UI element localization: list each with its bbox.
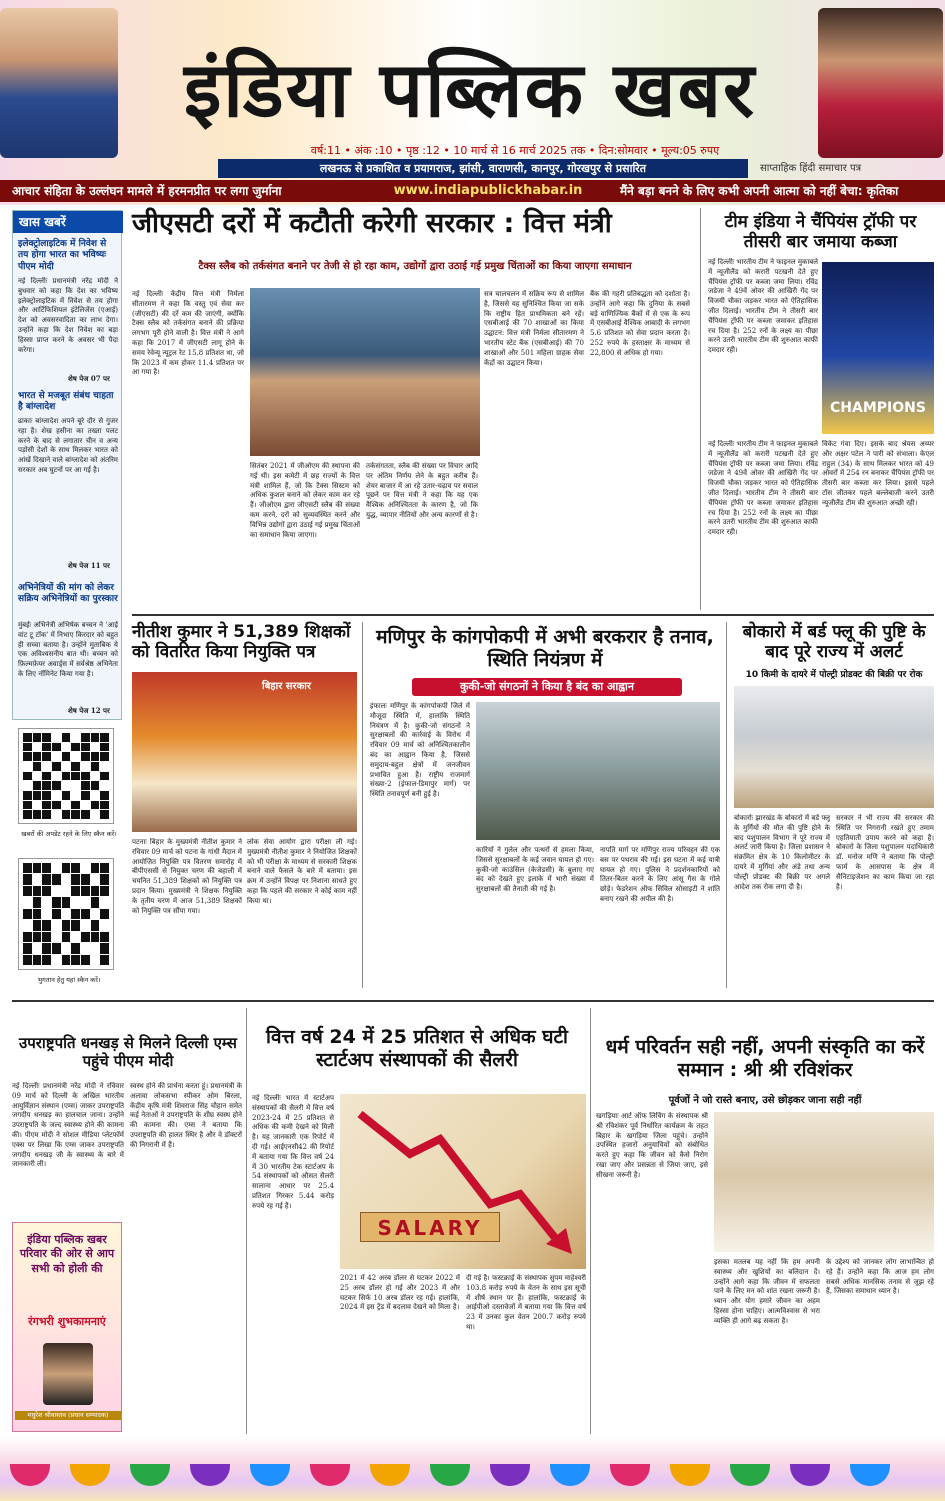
sidebar-item-text: मुंबईः अभिनेत्री अभिषेक बच्चन ने 'आई वांट टू टॉक' में निभाए किरदार को बहुत ही सच्चा बताया है। उन्होंने मुताबिक ये एक अविश्वसनीय बात थी। बच्चन को फ़िल्मफ़ेयर अवार्ड्स में सर्वश्रेष्ठ अभिनेता के लिए नॉमिनेट किया गया है। xyxy=(18,621,118,678)
cricket-text: विकेट गंवा दिए। इसके बाद श्रेयस अय्यर और अक्षर पटेल ने पारी को संभाला। केएल राहुल (34) के साथ मिलकर भारत को 49 ओवरों में 254 रन बनाकर चैंपियंस ट्रॉफी पर तीसरी बार कब्जा कर लिया। इससे पहले टॉस जीतकर पहले बल्लेबाजी करने उतरी न्यूजीलैंड टीम की शुरुआत अच्छी रही। xyxy=(822,440,934,507)
startup-text: नई दिल्लीः भारत में स्टार्टअप संस्थापकों की सैलरी में वित्त वर्ष 2023-24 में 25 प्रतिशत से अधिक की कमी देखने को मिली है। यह जानकारी एक रिपोर्ट में दी गई। आईएनसी42 की रिपोर्ट में बताया गया कि वित्त वर्ष 24 में 30 भारतीय टेक स्टार्टअप के 54 संस्थापकों को औसत सैलरी सालाना आधार पर 25.4 प्रतिशत गिरकर 5.44 करोड़ रुपये रह गई है। xyxy=(252,1094,334,1210)
cricket-text: नई दिल्लीः भारतीय टीम ने फाइनल मुकाबले में न्यूजीलैंड को करारी पटखनी देते हुए चैंपियंस ट्रॉफी पर कब्जा जमा लिया। रविंद्र जडेजा ने 49वें ओवर की आखिरी गेंद पर विजयी चौका जड़कर भारत को ऐतिहासिक जीत दिलाई। भारतीय टीम ने तीसरी बार चैंपियंस ट्रॉफी पर कब्जा जमाकर इतिहास रच दिया है। 252 रनों के लक्ष्य का पीछा करने उतरी भारतीय टीम की शुरुआत काफी दमदार रही। xyxy=(708,440,818,537)
continue-label: शेष पेज 07 पर xyxy=(68,374,110,383)
finance-minister-photo xyxy=(250,288,480,456)
bokaro-subhead: 10 किमी के दायरे में पोल्ट्री प्रोडक्ट की बिक्री पर रोक xyxy=(745,670,923,680)
manipur-text: इंफालः मणिपुर के कांगपोकपी जिले में मौजूदा स्थिति में, हालांकि स्थिति नियंत्रण में है। कुकी-जो संगठनों ने सुरक्षाबलों की कार्रवाई के विरोध में रविवार 09 मार्च को अनिश्चितकालीन बंद का आह्वान किया है, जिससे समुदाय-बहुल क्षेत्रों में जनजीवन प्रभावित हुआ है। राष्ट्रीय राजमार्ग संख्या-2 (इंफाल-डिमापुर मार्ग) पर स्थिति तनावपूर्ण बनी हुई है। xyxy=(370,702,470,799)
nitish-headline[interactable]: नीतीश कुमार ने 51,389 शिक्षकों को वितरित किया नियुक्ति पत्र xyxy=(132,622,351,663)
actress-photo xyxy=(818,8,943,158)
cricket-text: नई दिल्लीः भारतीय टीम ने फाइनल मुकाबले में न्यूजीलैंड को करारी पटखनी देते हुए चैंपियंस ट्रॉफी पर कब्जा जमा लिया। रविंद्र जडेजा ने 49वें ओवर की आखिरी गेंद पर विजयी चौका जड़कर भारत को ऐतिहासिक जीत दिलाई। भारतीय टीम ने तीसरी बार चैंपियंस ट्रॉफी पर कब्जा जमाकर इतिहास रच दिया है। 252 रनों के लक्ष्य का पीछा करने उतरी भारतीय टीम की शुरुआत काफी दमदार रही। xyxy=(708,258,818,355)
salary-block-label: SALARY xyxy=(360,1212,500,1242)
column-rule xyxy=(362,622,363,988)
sidebar-item-text: ढाकाः बांग्लादेश अपने बूरे दौर से गुजर रहा है। शेख हसीना का तख्ता पलट करने के बाद से लगातार चीन व अन्य पड़ोसी देशों के साथ मिलकर भारत को आंखें दिखाने वाले बांग्लादेश को अंतरिम सरकार अब घुटनों पर आ गई है। xyxy=(18,417,118,474)
ravishankar-subhead: पूर्वजों ने जो रास्ते बनाए, उसे छोड़कर जाना सही नहीं xyxy=(668,1095,862,1106)
lead-headline[interactable]: जीएसटी दरों में कटौती करेगी सरकार : वित्त मंत्री xyxy=(132,208,612,239)
color-bowl-icon xyxy=(550,1464,590,1486)
photo-banner-label: बिहार सरकार xyxy=(262,681,311,692)
color-bowl-icon xyxy=(70,1464,110,1486)
weekly-label: साप्ताहिक हिंदी समाचार पत्र xyxy=(760,163,862,174)
lead-paragraph: सितंबर 2021 में जीओएम की स्थापना की गई थी। इस कमेटी में छह राज्यों के वित्त मंत्री शामिल हैं, जो कि टैक्स सिस्टम को अधिक कुशल बनाने को लेकर काम कर रहे हैं। जीओएम द्वारा जीएसटी स्लैब की संख्या कम करने, दरों को सुव्यवस्थित करने और विभिन्न उद्योगों द्वारा उठाई गई प्रमुख चिंताओं का समाधान किया जाएगा। xyxy=(250,462,360,539)
dhankhar-text: स्वस्थ होने की प्रार्थना करता हूं। प्रधानमंत्री के अलावा लोकसभा स्पीकर ओम बिरला, केंद्रीय कृषि मंत्री शिवराज सिंह चौहान समेत कई नेताओं ने उपराष्ट्रपति के शीघ्र स्वस्थ होने की कामना की। एम्स ने बताया कि उपराष्ट्रपति की हालत स्थिर है और वे डॉक्टरों की निगरानी में हैं। xyxy=(130,1082,242,1149)
color-bowl-icon xyxy=(370,1464,410,1486)
cricket-headline[interactable]: टीम इंडिया ने चैंपियंस ट्रॉफी पर तीसरी बार जमाया कब्जा xyxy=(724,212,917,253)
color-bowl-icon xyxy=(850,1464,890,1486)
column-rule xyxy=(246,1008,247,1434)
sidebar-item-text: नई दिल्लीः प्रधानमंत्री नरेंद्र मोदी ने बुधवार को कहा कि देश का भविष्य इलेक्ट्रोलाइटिक में निवेश से तय होगा और आर्टिफिशियल इंटेलिजेंस (एआई) देश को अवसरवादिता का लाभ देगा। उन्होंने कहा कि देश निवेश का बड़ा हिस्सा प्राप्त करने के अवसर भी पैदा करेगा। xyxy=(18,277,118,354)
continue-label: शेष पेज 12 पर xyxy=(68,706,110,715)
poultry-photo xyxy=(734,686,934,808)
color-bowl-icon xyxy=(670,1464,710,1486)
qr-code-updates[interactable] xyxy=(18,728,114,824)
color-bowl-icon xyxy=(250,1464,290,1486)
color-bowl-icon xyxy=(790,1464,830,1486)
lead-subhead: टैक्स स्लैब को तर्कसंगत बनाने पर तेजी से हो रहा काम, उद्योगों द्वारा उठाई गई प्रमुख चिंताओं का किया जाएगा समाधान xyxy=(198,261,632,272)
newspaper-title: इंडिया पब्लिक खबर xyxy=(183,45,757,134)
lead-paragraph: नई दिल्लीः केंद्रीय वित्त मंत्री निर्मला सीतारमण ने कहा कि वस्तु एवं सेवा कर (जीएसटी) की दरें कम की जाएंगी, क्योंकि टैक्स स्लैब को तर्कसंगत बनाने की प्रक्रिया लगभग पूरी होने वाली है। वित्त मंत्री ने आगे कहा कि 2017 में जीएसटी लागू होने के समय रेवेन्यू न्यूट्रल रेट 15.8 प्रतिशत था, जो कि 2023 में कम होकर 11.4 प्रतिशत पर आ गया है। xyxy=(132,290,244,377)
editions-bar: लखनऊ से प्रकाशित व प्रयागराज, झांसी, वाराणसी, कानपुर, गोरखपुर से प्रसारित xyxy=(218,159,748,178)
salary-photo xyxy=(340,1094,586,1269)
section-divider xyxy=(132,614,934,616)
website-url[interactable]: www.indiapublickhabar.in xyxy=(393,183,583,198)
ravishankar-photo xyxy=(714,1112,934,1252)
ravishankar-text: इसका मतलब यह नहीं कि हम अपनी स्वास्थ्य और खुशियों का बलिदान दें। उन्होंने आगे कहा कि जीवन में सफलता पाने के लिए मन को शांत रखना जरूरी है। ध्यान और योग हमारे जीवन का अहम हिस्सा होना चाहिए। आत्मविश्वास से भरा व्यक्ति ही आगे बढ़ सकता है। xyxy=(714,1258,820,1325)
holi-card-title: इंडिया पब्लिक खबर परिवार की ओर से आप सभी को होली की xyxy=(19,1233,115,1275)
color-bowl-icon xyxy=(430,1464,470,1486)
manipur-banner: कुकी-जो संगठनों ने किया है बंद का आह्वान xyxy=(412,678,682,696)
color-bowl-icon xyxy=(490,1464,530,1486)
editor-photo xyxy=(43,1343,93,1405)
sidebar-item-title[interactable]: भारत से मजबूत संबंध चाहता है बांग्लादेश xyxy=(18,391,114,413)
bokaro-text: सरकार ने भी राज्य की सरकार की स्थिति पर निगरानी रखते हुए तमाम एहतियाती उपाय करने को कहा है। बोकारो के जिला पशुपालन पदाधिकारी डॉ. मनोज मणि ने बताया कि पोल्ट्री फार्म के आसपास के क्षेत्र में सैनिटाइजेशन का काम किया जा रहा है। xyxy=(836,814,934,891)
column-rule xyxy=(590,1008,591,1434)
manipur-headline[interactable]: मणिपुर के कांगपोकपी में अभी बरकरार है तनाव, स्थिति नियंत्रण में xyxy=(376,626,714,671)
qr-code-payment[interactable] xyxy=(18,858,114,970)
startup-headline[interactable]: वित्त वर्ष 24 में 25 प्रतिशत से अधिक घटी स्टार्टअप संस्थापकों की सैलरी xyxy=(266,1026,568,1071)
section-divider xyxy=(12,1000,934,1002)
column-rule xyxy=(726,622,727,988)
ticker-left-headline[interactable]: आचार संहिता के उल्लंघन मामले में हरमनप्रीत पर लगा जुर्माना xyxy=(12,184,282,198)
nitish-text: लोक सेवा आयोग द्वारा परीक्षा ली गई। मुख्यमंत्री नीतीश कुमार ने नियोजित शिक्षकों को भी परीक्षा के माध्यम से सरकारी शिक्षक बनाने वाले फैसले के बारे में बताया। इस क्रम में उन्होंने विपक्ष पर निशाना साधते हुए कहा कि पहले की सरकार ने कोई काम नहीं किया था। xyxy=(247,838,357,905)
masthead xyxy=(0,0,945,205)
ravishankar-headline[interactable]: धर्म परिवर्तन सही नहीं, अपनी संस्कृति का करें सम्मान : श्री श्री रविशंकर xyxy=(605,1036,925,1081)
champions-label: CHAMPIONS xyxy=(830,400,926,416)
ticker-right-headline[interactable]: मैंने बड़ा बनने के लिए कभी अपनी आत्मा को नहीं बेचा: कृतिका xyxy=(620,184,899,198)
manipur-text: कारियों ने गुलेल और पत्थरों से हमला किया, जिससे सुरक्षाबलों के कई जवान घायल हो गए। कुकी-जो काउंसिल (केजेडसी) के बुलाए गए बंद को देखते हुए इलाके में भारी संख्या में सुरक्षाबलों की तैनाती की गई है। xyxy=(476,846,594,894)
lead-paragraph: तर्कसंगतता, स्लैब की संख्या पर विचार आदि पर अंतिम निर्णय लेने के बहुत करीब हैं। शेयर बाजार में आ रहे उतार-चढ़ाव पर सवाल पूछने पर वित्त मंत्री ने कहा कि यह एक वैश्विक अनिश्चितता के कारण है, जो कि युद्ध, व्यापार नीतियों और अन्य कारणों से है। xyxy=(366,462,478,519)
holi-card-wish: रंगभरी शुभकामनाएं xyxy=(28,1315,106,1328)
color-bowl-icon xyxy=(730,1464,770,1486)
sidebar-item-title[interactable]: इलेक्ट्रोलाइटिक में निवेश से तय होगा भारत का भविष्यः पीएम मोदी xyxy=(18,239,107,272)
color-bowl-icon xyxy=(310,1464,350,1486)
manipur-photo xyxy=(476,702,720,840)
sidebar-khas-khabrein xyxy=(12,210,122,720)
issue-meta: वर्ष:11 • अंक :10 • पृष्ठ :12 • 10 मार्च से 16 मार्च 2025 तक • दिन:सोमवार • मूल्य:05 रुपए xyxy=(310,144,720,157)
ravishankar-text: खगड़ियाः आर्ट ऑफ लिविंग के संस्थापक श्री श्री रविशंकर पूर्व निर्धारित कार्यक्रम के तहत बिहार के खगड़िया जिला पहुंचे। उन्होंने उपस्थित हजारों अनुयायियों को संबोधित करते हुए कहा कि जीवन को कैसे निरोग रखा जाए और प्रसन्नता से जिया जाए, इसे सीखना जरूरी है। xyxy=(596,1112,708,1179)
ravishankar-text: के उद्देश्य को जानकर लोग लाभान्वित हो रहे हैं। उन्होंने कहा कि आज हम लोग सबसे अधिक मानसिक तनाव से जूझ रहे हैं, जिसका समाधान ध्यान है। xyxy=(826,1258,934,1296)
qr-caption: खबरों की अपडेट रहने के लिए स्कैन करें। xyxy=(21,830,117,838)
champions-photo xyxy=(822,262,934,434)
startup-text: 2021 में 42 अरब डॉलर से घटकर 2022 में 25 अरब डॉलर हो गई और 2023 में और घटकर सिर्फ 10 अरब डॉलर रह गई। हालांकि, 2024 में इस ट्रेंड में बदलाव देखने को मिला है। xyxy=(340,1274,460,1312)
cricketer-photo xyxy=(0,8,118,158)
color-bowl-icon xyxy=(10,1464,50,1486)
manipur-text: नापति मार्ग पर मणिपुर राज्य परिवहन की एक बस पर पथराव की गई। इस घटना में कई यात्री घायल हो गए। पुलिस ने प्रदर्शनकारियों को तितर-बितर करने के लिए आंसू गैस के गोले छोड़े। फेडरेशन ऑफ सिविल सोसाइटी ने शांति बनाए रखने की अपील की है। xyxy=(600,846,720,903)
nitish-photo xyxy=(132,672,357,832)
editor-name: मधुरेश श्रीवास्तव (प्रधान सम्पादक) xyxy=(15,1411,121,1420)
color-bowl-icon xyxy=(610,1464,650,1486)
lead-paragraph: सत्र चालचलन में सक्रिय रूप से शामिल है, जिससे यह सुनिश्चित किया जा सके कि राष्ट्रीय हित प्राथमिकता बने रहें। एसबीआई की 70 शाखाओं का किया उद्घाटन: वित्त मंत्री निर्मला सीतारमण ने भारतीय स्टेट बैंक (एसबीआई) की 70 शाखाओं और 501 महिला ग्राहक सेवा केंद्रों का उद्घाटन किया। xyxy=(484,290,584,367)
color-bowl-icon xyxy=(190,1464,230,1486)
holi-greeting-card xyxy=(12,1222,122,1432)
startup-text: दी गई है। फस्टक्राई के संस्थापक सुपम माहेश्वरी 103.8 करोड़ रुपये के वेतन के साथ इस सूची में शीर्ष स्थान पर हैं। हालांकि, फस्टक्राई के आईपीओ दस्तावेजों में बताया गया कि वित्त वर्ष 23 में उनका कुल वेतन 200.7 करोड़ रुपये था। xyxy=(466,1274,586,1331)
column-rule xyxy=(700,208,701,610)
ticker-bar xyxy=(0,180,945,202)
lead-paragraph: बैंक की गहरी प्रतिबद्धता को दर्शाता है। उन्होंने आगे कहा कि दुनिया के सबसे बड़े वाणिज्यिक बैंकों में से एक के रूप में एसबीआई वैश्विक आबादी के लगभग 5.6 प्रतिशत को सेवा प्रदान करता है। 252 रुपये के हस्ताक्षर के माध्यम से 22,800 से अधिक हो गया। xyxy=(590,290,690,357)
holi-colors-footer xyxy=(0,1438,945,1501)
bokaro-text: बोकारोः झारखंड के बोकारो में बर्ड फ्लू के मुर्गियों की मौत की पुष्टि होने के बाद पशुपालन विभाग ने पूरे राज्य में अलर्ट जारी किया है। जिला प्रशासन ने संक्रमित क्षेत्र के 10 किलोमीटर के दायरे में मुर्गियां और अंडे तथा अन्य पोल्ट्री प्रोडक्ट की बिक्री पर अगले आदेश तक रोक लगा दी है। xyxy=(734,814,830,891)
sidebar-heading: खास खबरें xyxy=(13,211,123,233)
nitish-text: पटनाः बिहार के मुख्यमंत्री नीतीश कुमार ने रविवार 09 मार्च को पटना के गांधी मैदान में आयोजित नियुक्ति पत्र वितरण समारोह में बीपीएससी से नियुक्त चरण की बहाली में चयनित 51,389 शिक्षकों को नियुक्ति पत्र प्रदान किया। मुख्यमंत्री ने शिक्षक नियुक्ति के तृतीय चरण में आज 51,389 शिक्षकों को नियुक्ति पत्र सौंपा गया। xyxy=(132,838,242,915)
sidebar-item-title[interactable]: अभिनेत्रियों की मांग को लेकर सक्रिय अभिनेत्रियों का पुरस्कार xyxy=(18,583,118,605)
color-bowl-icon xyxy=(130,1464,170,1486)
qr-caption: भुगतान हेतु यहां स्कैन करें। xyxy=(37,976,101,984)
dhankhar-text: नई दिल्लीः प्रधानमंत्री नरेंद्र मोदी ने रविवार 09 मार्च को दिल्ली के अखिल भारतीय आयुर्विज्ञान संस्थान (एम्स) जाकर उपराष्ट्रपति जगदीप धनखड़ का हालचाल जाना। उन्होंने उपराष्ट्रपति के जल्द स्वास्थ्य होने की कामना की। पीएम मोदी ने सोशल मीडिया प्लेटफॉर्म एक्स पर लिखा कि एम्स जाकर उपराष्ट्रपति जगदीप धनखड़ जी के स्वास्थ्य के बारे में जानकारी ली। xyxy=(12,1082,124,1169)
continue-label: शेष पेज 11 पर xyxy=(68,561,110,570)
bokaro-headline[interactable]: बोकारो में बर्ड फ्लू की पुष्टि के बाद पूरे राज्य में अलर्ट xyxy=(742,622,926,663)
dhankhar-headline[interactable]: उपराष्ट्रपति धनखड़ से मिलने दिल्ली एम्स पहुंचे पीएम मोदी xyxy=(19,1034,237,1070)
